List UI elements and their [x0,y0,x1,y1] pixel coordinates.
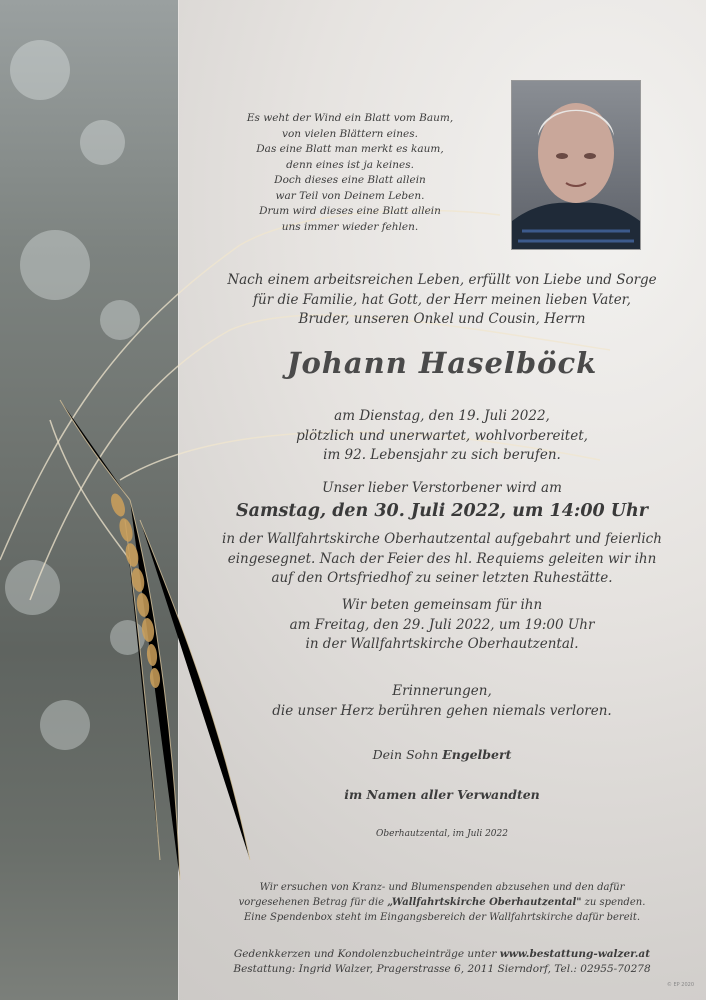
poem-line: denn eines ist ja keines. [286,158,414,171]
publisher-logo: © EP 2020 [666,982,694,988]
relatives-line: im Namen aller Verwandten [344,787,540,802]
poem [210,111,490,235]
prayer-notice [178,596,706,655]
donation-text: vorgesehenen Betrag für die [238,897,385,908]
death-line: plötzlich und unerwartet, wohlvorbereitet, [296,427,588,444]
footer-line: Bestattung: Ingrid Walzer, Pragerstrasse 6, 2011 Sierndorf, Tel.: 02955-70278 [233,963,651,975]
death-line: am Dienstag, den 19. Juli 2022, [334,408,550,424]
memories-line: die unser Herz berühren gehen niemals verloren. [272,702,612,719]
poem-line: uns immer wieder fehlen. [281,220,419,233]
family-name: Engelbert [442,747,512,762]
prayer-line: Wir beten gemeinsam für ihn [341,597,543,613]
poem-line: Das eine Blatt man merkt es kaum, [256,143,444,155]
intro-text [178,271,706,330]
intro-line: Bruder, unseren Onkel und Cousin, Herrn [298,311,586,327]
poem-line: war Teil von Deinem Leben. [275,189,425,202]
footer-line [178,947,706,962]
memories-line: Erinnerungen, [392,683,492,699]
death-line: im 92. Lebensjahr zu sich berufen. [323,447,561,463]
footer [178,947,706,977]
funeral-text [178,530,706,589]
footer-text: Gedenkkerzen und Kondolenzbucheinträge unter [233,948,497,960]
intro-line: Nach einem arbeitsreichen Leben, erfüllt von Liebe und Sorge [227,272,657,288]
poem-line: von vielen Blättern eines. [282,127,418,140]
poem-line: Drum wird dieses eine Blatt allein [259,205,441,217]
website-link[interactable]: www.bestattung-walzer.at [499,948,651,960]
prayer-line: am Freitag, den 29. Juli 2022, um 19:00 Uhr [289,616,595,633]
funeral-line: in der Wallfahrtskirche Oberhautzental aufgebahrt und feierlich [222,531,662,547]
family-prefix: Dein Sohn [372,747,439,762]
donation-line: Wir ersuchen von Kranz- und Blumenspenden abzusehen und den dafür [259,882,625,893]
place-date: Oberhautzental, im Juli 2022 [376,829,508,839]
funeral-line: auf den Ortsfriedhof zu seiner letzten Ruhestätte. [271,570,613,586]
donation-line: Eine Spendenbox steht im Eingangsbereich der Wallfahrtskirche dafür bereit. [243,912,641,923]
funeral-intro: Unser lieber Verstorbener wird am [322,480,562,496]
funeral-date: Samstag, den 30. Juli 2022, um 14:00 Uhr [236,501,648,521]
donation-recipient: „Wallfahrtskirche Oberhautzental" [387,897,582,908]
donation-text: zu spenden. [584,897,646,908]
death-notice [178,407,706,466]
funeral-line: eingesegnet. Nach der Feier des hl. Requiems geleiten wir ihn [227,550,657,567]
portrait-photo [511,80,641,250]
poem-line: Es weht der Wind ein Blatt vom Baum, [246,112,454,124]
poem-line: Doch dieses eine Blatt allein [274,174,426,186]
deceased-name: Johann Haselböck [286,346,598,380]
donation-notice [178,880,706,925]
donation-line [178,895,706,910]
intro-line: für die Familie, hat Gott, der Herr meinen lieben Vater, [253,291,631,308]
family-signature [178,745,706,765]
prayer-line: in der Wallfahrtskirche Oberhautzental. [305,636,579,652]
memories-quote [178,682,706,721]
